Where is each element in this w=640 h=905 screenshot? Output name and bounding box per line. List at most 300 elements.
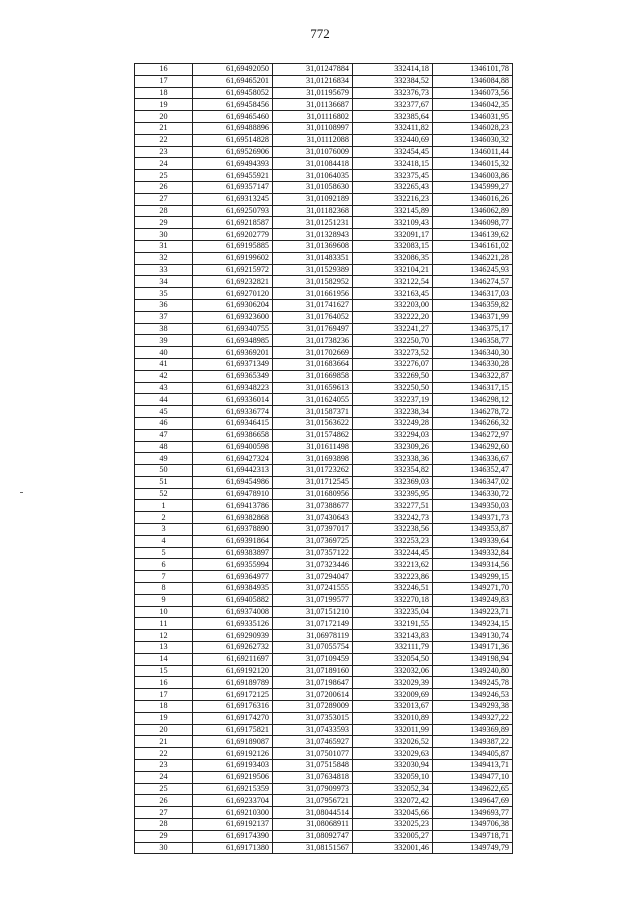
latitude-cell: 61,69514828 (193, 134, 273, 146)
latitude-cell: 61,69427324 (193, 453, 273, 465)
page-number: 772 (310, 26, 330, 41)
longitude-cell: 31,07294047 (273, 571, 353, 583)
table-row (135, 630, 513, 642)
table-row (135, 134, 513, 146)
point-number-cell: 12 (135, 630, 193, 642)
point-number-cell: 43 (135, 382, 193, 394)
y-coordinate-cell: 1346298,12 (433, 394, 513, 406)
latitude-cell: 61,69492050 (193, 64, 273, 76)
y-coordinate-cell: 1346084,88 (433, 75, 513, 87)
table-row (135, 771, 513, 783)
x-coordinate-cell: 332354,82 (353, 465, 433, 477)
x-coordinate-cell: 332414,18 (353, 64, 433, 76)
point-number-cell: 24 (135, 771, 193, 783)
table-row (135, 819, 513, 831)
y-coordinate-cell: 1346352,47 (433, 465, 513, 477)
latitude-cell: 61,69405882 (193, 594, 273, 606)
coordinates-table-body (135, 64, 513, 854)
longitude-cell: 31,01738236 (273, 335, 353, 347)
x-coordinate-cell: 332011,99 (353, 724, 433, 736)
table-row (135, 370, 513, 382)
longitude-cell: 31,07198647 (273, 677, 353, 689)
x-coordinate-cell: 332045,66 (353, 807, 433, 819)
longitude-cell: 31,07357122 (273, 547, 353, 559)
longitude-cell: 31,07397017 (273, 524, 353, 536)
table-row (135, 205, 513, 217)
point-number-cell: 16 (135, 64, 193, 76)
table-row (135, 701, 513, 713)
x-coordinate-cell: 332072,42 (353, 795, 433, 807)
table-row (135, 512, 513, 524)
point-number-cell: 18 (135, 701, 193, 713)
latitude-cell: 61,69270120 (193, 288, 273, 300)
table-row (135, 441, 513, 453)
latitude-cell: 61,69313245 (193, 193, 273, 205)
x-coordinate-cell: 332013,67 (353, 701, 433, 713)
point-number-cell: 21 (135, 736, 193, 748)
latitude-cell: 61,69218587 (193, 217, 273, 229)
x-coordinate-cell: 332294,03 (353, 429, 433, 441)
x-coordinate-cell: 332109,43 (353, 217, 433, 229)
y-coordinate-cell: 1346266,32 (433, 417, 513, 429)
latitude-cell: 61,69455921 (193, 170, 273, 182)
point-number-cell: 2 (135, 512, 193, 524)
x-coordinate-cell: 332249,28 (353, 417, 433, 429)
table-row (135, 736, 513, 748)
y-coordinate-cell: 1349271,70 (433, 583, 513, 595)
table-row (135, 229, 513, 241)
y-coordinate-cell: 1349198,94 (433, 653, 513, 665)
y-coordinate-cell: 1346347,02 (433, 476, 513, 488)
y-coordinate-cell: 1346098,77 (433, 217, 513, 229)
longitude-cell: 31,07515848 (273, 760, 353, 772)
table-row (135, 712, 513, 724)
longitude-cell: 31,07172149 (273, 618, 353, 630)
table-row (135, 170, 513, 182)
longitude-cell: 31,01116802 (273, 111, 353, 123)
latitude-cell: 61,69199602 (193, 252, 273, 264)
latitude-cell: 61,69348985 (193, 335, 273, 347)
table-row (135, 394, 513, 406)
point-number-cell: 5 (135, 547, 193, 559)
x-coordinate-cell: 332191,55 (353, 618, 433, 630)
latitude-cell: 61,69193403 (193, 760, 273, 772)
x-coordinate-cell: 332265,43 (353, 181, 433, 193)
point-number-cell: 25 (135, 783, 193, 795)
table-row (135, 382, 513, 394)
latitude-cell: 61,69210300 (193, 807, 273, 819)
x-coordinate-cell: 332203,00 (353, 299, 433, 311)
latitude-cell: 61,69458456 (193, 99, 273, 111)
x-coordinate-cell: 332029,39 (353, 677, 433, 689)
table-row (135, 453, 513, 465)
longitude-cell: 31,01092189 (273, 193, 353, 205)
longitude-cell: 31,08044514 (273, 807, 353, 819)
y-coordinate-cell: 1345999,27 (433, 181, 513, 193)
y-coordinate-cell: 1346030,32 (433, 134, 513, 146)
point-number-cell: 46 (135, 417, 193, 429)
table-row (135, 276, 513, 288)
y-coordinate-cell: 1346322,87 (433, 370, 513, 382)
point-number-cell: 52 (135, 488, 193, 500)
table-row (135, 429, 513, 441)
table-row (135, 524, 513, 536)
table-row (135, 488, 513, 500)
point-number-cell: 34 (135, 276, 193, 288)
y-coordinate-cell: 1346139,62 (433, 229, 513, 241)
table-row (135, 64, 513, 76)
latitude-cell: 61,69192137 (193, 819, 273, 831)
latitude-cell: 61,69442313 (193, 465, 273, 477)
y-coordinate-cell: 1349234,15 (433, 618, 513, 630)
y-coordinate-cell: 1349299,15 (433, 571, 513, 583)
longitude-cell: 31,01624055 (273, 394, 353, 406)
x-coordinate-cell: 332395,95 (353, 488, 433, 500)
x-coordinate-cell: 332276,07 (353, 358, 433, 370)
table-row (135, 181, 513, 193)
x-coordinate-cell: 332030,94 (353, 760, 433, 772)
x-coordinate-cell: 332246,51 (353, 583, 433, 595)
latitude-cell: 61,69357147 (193, 181, 273, 193)
longitude-cell: 31,01216834 (273, 75, 353, 87)
point-number-cell: 9 (135, 594, 193, 606)
latitude-cell: 61,69364977 (193, 571, 273, 583)
longitude-cell: 31,01712545 (273, 476, 353, 488)
longitude-cell: 31,07501077 (273, 748, 353, 760)
x-coordinate-cell: 332277,51 (353, 500, 433, 512)
latitude-cell: 61,69290939 (193, 630, 273, 642)
y-coordinate-cell: 1349223,71 (433, 606, 513, 618)
y-coordinate-cell: 1346011,44 (433, 146, 513, 158)
longitude-cell: 31,08092747 (273, 830, 353, 842)
x-coordinate-cell: 332454,45 (353, 146, 433, 158)
longitude-cell: 31,07430643 (273, 512, 353, 524)
point-number-cell: 44 (135, 394, 193, 406)
longitude-cell: 31,01611498 (273, 441, 353, 453)
table-row (135, 689, 513, 701)
latitude-cell: 61,69494393 (193, 158, 273, 170)
x-coordinate-cell: 332091,17 (353, 229, 433, 241)
point-number-cell: 13 (135, 642, 193, 654)
point-number-cell: 3 (135, 524, 193, 536)
latitude-cell: 61,69488896 (193, 122, 273, 134)
table-row (135, 760, 513, 772)
longitude-cell: 31,01574862 (273, 429, 353, 441)
table-row (135, 665, 513, 677)
y-coordinate-cell: 1349693,77 (433, 807, 513, 819)
point-number-cell: 32 (135, 252, 193, 264)
x-coordinate-cell: 332005,27 (353, 830, 433, 842)
longitude-cell: 31,07388677 (273, 500, 353, 512)
table-row (135, 111, 513, 123)
point-number-cell: 26 (135, 181, 193, 193)
table-row (135, 571, 513, 583)
longitude-cell: 31,01764052 (273, 311, 353, 323)
latitude-cell: 61,69386658 (193, 429, 273, 441)
latitude-cell: 61,69171380 (193, 842, 273, 854)
latitude-cell: 61,69215359 (193, 783, 273, 795)
longitude-cell: 31,01661956 (273, 288, 353, 300)
y-coordinate-cell: 1346330,72 (433, 488, 513, 500)
x-coordinate-cell: 332270,18 (353, 594, 433, 606)
y-coordinate-cell: 1349749,79 (433, 842, 513, 854)
x-coordinate-cell: 332338,36 (353, 453, 433, 465)
table-row (135, 358, 513, 370)
longitude-cell: 31,01182368 (273, 205, 353, 217)
point-number-cell: 23 (135, 760, 193, 772)
longitude-cell: 31,01683664 (273, 358, 353, 370)
point-number-cell: 42 (135, 370, 193, 382)
table-row (135, 335, 513, 347)
point-number-cell: 48 (135, 441, 193, 453)
x-coordinate-cell: 332369,03 (353, 476, 433, 488)
latitude-cell: 61,69346415 (193, 417, 273, 429)
x-coordinate-cell: 332122,54 (353, 276, 433, 288)
y-coordinate-cell: 1349647,69 (433, 795, 513, 807)
y-coordinate-cell: 1349369,89 (433, 724, 513, 736)
x-coordinate-cell: 332418,15 (353, 158, 433, 170)
latitude-cell: 61,69262732 (193, 642, 273, 654)
x-coordinate-cell: 332145,89 (353, 205, 433, 217)
x-coordinate-cell: 332001,46 (353, 842, 433, 854)
x-coordinate-cell: 332237,19 (353, 394, 433, 406)
table-row (135, 783, 513, 795)
point-number-cell: 36 (135, 299, 193, 311)
table-row (135, 724, 513, 736)
latitude-cell: 61,69384935 (193, 583, 273, 595)
table-row (135, 323, 513, 335)
table-row (135, 795, 513, 807)
latitude-cell: 61,69189087 (193, 736, 273, 748)
latitude-cell: 61,69382868 (193, 512, 273, 524)
y-coordinate-cell: 1349413,71 (433, 760, 513, 772)
point-number-cell: 49 (135, 453, 193, 465)
y-coordinate-cell: 1349405,87 (433, 748, 513, 760)
longitude-cell: 31,01328943 (273, 229, 353, 241)
latitude-cell: 61,69365349 (193, 370, 273, 382)
table-row (135, 476, 513, 488)
y-coordinate-cell: 1349293,38 (433, 701, 513, 713)
latitude-cell: 61,69369201 (193, 347, 273, 359)
latitude-cell: 61,69211697 (193, 653, 273, 665)
point-number-cell: 38 (135, 323, 193, 335)
table-row (135, 264, 513, 276)
longitude-cell: 31,01669858 (273, 370, 353, 382)
y-coordinate-cell: 1346317,15 (433, 382, 513, 394)
longitude-cell: 31,01251231 (273, 217, 353, 229)
point-number-cell: 17 (135, 689, 193, 701)
y-coordinate-cell: 1346359,82 (433, 299, 513, 311)
latitude-cell: 61,69340755 (193, 323, 273, 335)
y-coordinate-cell: 1346003,86 (433, 170, 513, 182)
table-row (135, 606, 513, 618)
longitude-cell: 31,01058630 (273, 181, 353, 193)
y-coordinate-cell: 1346073,56 (433, 87, 513, 99)
point-number-cell: 29 (135, 217, 193, 229)
table-row (135, 299, 513, 311)
longitude-cell: 31,07055754 (273, 642, 353, 654)
point-number-cell: 4 (135, 535, 193, 547)
point-number-cell: 25 (135, 170, 193, 182)
x-coordinate-cell: 332253,23 (353, 535, 433, 547)
x-coordinate-cell: 332059,10 (353, 771, 433, 783)
point-number-cell: 18 (135, 87, 193, 99)
y-coordinate-cell: 1349332,84 (433, 547, 513, 559)
longitude-cell: 31,01702669 (273, 347, 353, 359)
point-number-cell: 31 (135, 240, 193, 252)
longitude-cell: 31,01108997 (273, 122, 353, 134)
table-row (135, 547, 513, 559)
y-coordinate-cell: 1349314,56 (433, 559, 513, 571)
point-number-cell: 20 (135, 724, 193, 736)
point-number-cell: 28 (135, 819, 193, 831)
point-number-cell: 16 (135, 677, 193, 689)
table-row (135, 618, 513, 630)
table-row (135, 500, 513, 512)
point-number-cell: 15 (135, 665, 193, 677)
latitude-cell: 61,69458052 (193, 87, 273, 99)
point-number-cell: 24 (135, 158, 193, 170)
latitude-cell: 61,69306204 (193, 299, 273, 311)
longitude-cell: 31,01112088 (273, 134, 353, 146)
longitude-cell: 31,07323446 (273, 559, 353, 571)
point-number-cell: 35 (135, 288, 193, 300)
latitude-cell: 61,69400598 (193, 441, 273, 453)
latitude-cell: 61,69391864 (193, 535, 273, 547)
table-row (135, 677, 513, 689)
x-coordinate-cell: 332104,21 (353, 264, 433, 276)
point-number-cell: 39 (135, 335, 193, 347)
latitude-cell: 61,69250793 (193, 205, 273, 217)
point-number-cell: 19 (135, 99, 193, 111)
latitude-cell: 61,69219506 (193, 771, 273, 783)
latitude-cell: 61,69215972 (193, 264, 273, 276)
point-number-cell: 30 (135, 842, 193, 854)
longitude-cell: 31,07200614 (273, 689, 353, 701)
longitude-cell: 31,01741627 (273, 299, 353, 311)
x-coordinate-cell: 332213,62 (353, 559, 433, 571)
point-number-cell: 23 (135, 146, 193, 158)
x-coordinate-cell: 332250,70 (353, 335, 433, 347)
y-coordinate-cell: 1346101,78 (433, 64, 513, 76)
x-coordinate-cell: 332216,23 (353, 193, 433, 205)
latitude-cell: 61,69335126 (193, 618, 273, 630)
y-coordinate-cell: 1346340,30 (433, 347, 513, 359)
point-number-cell: 37 (135, 311, 193, 323)
point-number-cell: 33 (135, 264, 193, 276)
longitude-cell: 31,01582952 (273, 276, 353, 288)
latitude-cell: 61,69189789 (193, 677, 273, 689)
latitude-cell: 61,69383897 (193, 547, 273, 559)
y-coordinate-cell: 1349353,87 (433, 524, 513, 536)
y-coordinate-cell: 1346221,28 (433, 252, 513, 264)
point-number-cell: 14 (135, 653, 193, 665)
latitude-cell: 61,69323600 (193, 311, 273, 323)
longitude-cell: 31,07369725 (273, 535, 353, 547)
longitude-cell: 31,01076009 (273, 146, 353, 158)
y-coordinate-cell: 1346245,93 (433, 264, 513, 276)
y-coordinate-cell: 1346062,89 (433, 205, 513, 217)
latitude-cell: 61,69195885 (193, 240, 273, 252)
y-coordinate-cell: 1349622,65 (433, 783, 513, 795)
y-coordinate-cell: 1349249,83 (433, 594, 513, 606)
point-number-cell: 20 (135, 111, 193, 123)
y-coordinate-cell: 1346274,57 (433, 276, 513, 288)
longitude-cell: 31,01587371 (273, 406, 353, 418)
longitude-cell: 31,01136687 (273, 99, 353, 111)
table-row (135, 311, 513, 323)
y-coordinate-cell: 1346375,17 (433, 323, 513, 335)
latitude-cell: 61,69176316 (193, 701, 273, 713)
x-coordinate-cell: 332222,20 (353, 311, 433, 323)
point-number-cell: 26 (135, 795, 193, 807)
longitude-cell: 31,01769497 (273, 323, 353, 335)
table-row (135, 252, 513, 264)
latitude-cell: 61,69336774 (193, 406, 273, 418)
y-coordinate-cell: 1346042,35 (433, 99, 513, 111)
point-number-cell: 17 (135, 75, 193, 87)
table-row (135, 347, 513, 359)
longitude-cell: 31,07109459 (273, 653, 353, 665)
x-coordinate-cell: 332242,73 (353, 512, 433, 524)
x-coordinate-cell: 332235,04 (353, 606, 433, 618)
longitude-cell: 31,07634818 (273, 771, 353, 783)
x-coordinate-cell: 332052,34 (353, 783, 433, 795)
y-coordinate-cell: 1346336,67 (433, 453, 513, 465)
y-coordinate-cell: 1346330,28 (433, 358, 513, 370)
latitude-cell: 61,69465460 (193, 111, 273, 123)
point-number-cell: 51 (135, 476, 193, 488)
longitude-cell: 31,01659613 (273, 382, 353, 394)
point-number-cell: 27 (135, 807, 193, 819)
latitude-cell: 61,69172125 (193, 689, 273, 701)
latitude-cell: 61,69192126 (193, 748, 273, 760)
point-number-cell: 50 (135, 465, 193, 477)
longitude-cell: 31,07151210 (273, 606, 353, 618)
y-coordinate-cell: 1349706,38 (433, 819, 513, 831)
y-coordinate-cell: 1349371,73 (433, 512, 513, 524)
x-coordinate-cell: 332411,82 (353, 122, 433, 134)
longitude-cell: 31,07199577 (273, 594, 353, 606)
latitude-cell: 61,69465201 (193, 75, 273, 87)
x-coordinate-cell: 332054,50 (353, 653, 433, 665)
x-coordinate-cell: 332384,52 (353, 75, 433, 87)
point-number-cell: 30 (135, 229, 193, 241)
x-coordinate-cell: 332377,67 (353, 99, 433, 111)
x-coordinate-cell: 332241,27 (353, 323, 433, 335)
x-coordinate-cell: 332143,83 (353, 630, 433, 642)
table-row (135, 406, 513, 418)
y-coordinate-cell: 1346371,99 (433, 311, 513, 323)
latitude-cell: 61,69454986 (193, 476, 273, 488)
table-row (135, 240, 513, 252)
x-coordinate-cell: 332250,50 (353, 382, 433, 394)
point-number-cell: 45 (135, 406, 193, 418)
x-coordinate-cell: 332026,52 (353, 736, 433, 748)
latitude-cell: 61,69233704 (193, 795, 273, 807)
y-coordinate-cell: 1346016,26 (433, 193, 513, 205)
y-coordinate-cell: 1349350,03 (433, 500, 513, 512)
point-number-cell: 6 (135, 559, 193, 571)
y-coordinate-cell: 1346272,97 (433, 429, 513, 441)
table-row (135, 465, 513, 477)
table-row (135, 193, 513, 205)
point-number-cell: 28 (135, 205, 193, 217)
latitude-cell: 61,69348223 (193, 382, 273, 394)
y-coordinate-cell: 1349240,80 (433, 665, 513, 677)
point-number-cell: 41 (135, 358, 193, 370)
x-coordinate-cell: 332309,26 (353, 441, 433, 453)
